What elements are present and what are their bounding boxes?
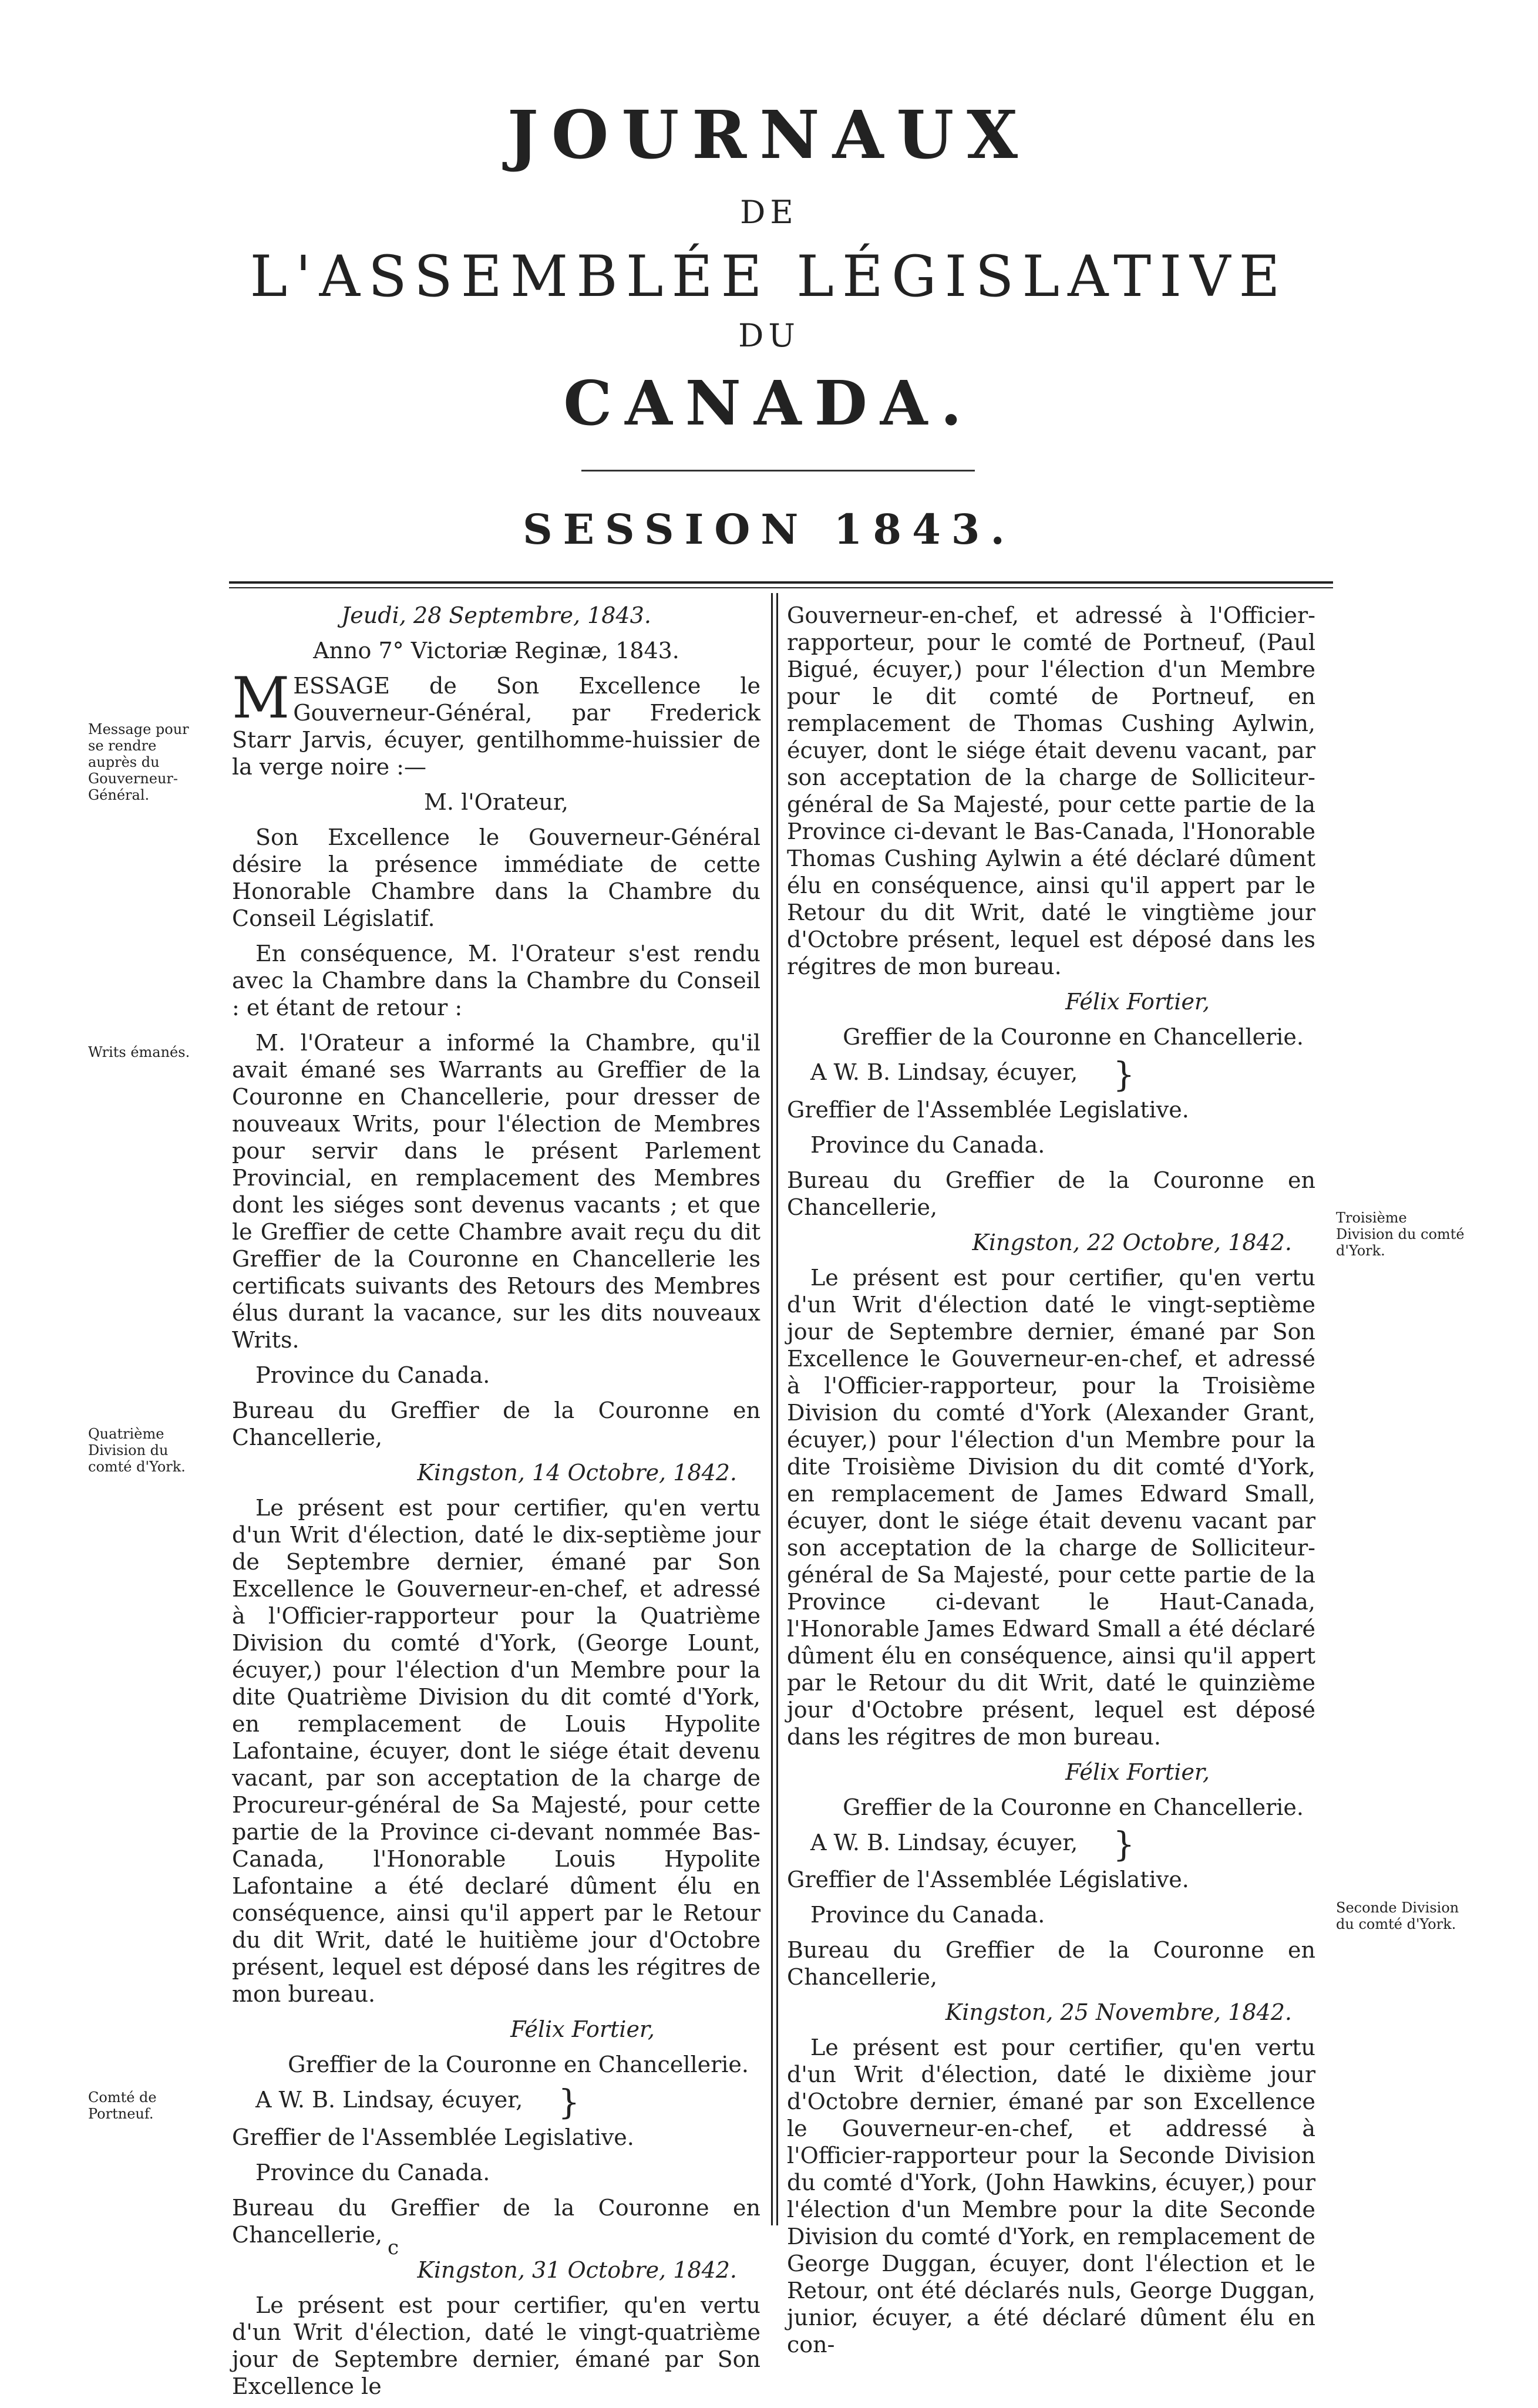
signature-title: Greffier de la Couronne en Chancellerie. [843,1024,1304,1050]
signature-title: Greffier de la Couronne en Chancellerie. [288,2052,749,2077]
recipient-name-text: A W. B. Lindsay, écuyer, [810,1829,1078,1855]
signature-mark: c [388,2236,399,2259]
recipient-name-text: A W. B. Lindsay, écuyer, [810,1059,1078,1085]
province-line: Province du Canada. [810,1131,1045,1158]
margin-note-message: Message pour se rendre auprès du Gouverneur-Général. [88,721,189,803]
paragraph-desire: Son Excellence le Gouverneur-Général désire la présence immédiate de cette Honorable Chambre dans la Chambre du Conseil Législatif. [232,824,760,931]
bureau-line: Bureau du Greffier de la Couronne en Chancellerie, [232,2194,760,2248]
continued-paragraph: Gouverneur-en-chef, et adressé à l'Officier-rapporteur, pour le comté de Portneuf, (Paul Bigué, écuyer,) pour l'élection d'un Membre pour le dit comté de Portneuf, en remplacement de Thomas Cushing Aylwin, écuyer, dont le siége était devenu vacant, par son acceptation de la charge de Solliciteur-général de Sa Majesté, pour cette partie de la Province ci-devant le Bas-Canada, l'Honorable Thomas Cushing Aylwin a été déclaré dûment élu en conséquence, ainsi qu'il appert par le Retour du dit Writ, daté le vingtième jour d'Octobre présent, lequel est déposé dans les régitres de mon bureau. [787,602,1315,979]
certificate-paragraph: Le présent est pour certifier, qu'en vertu d'un Writ d'élection, daté le vingt-quatrième jour de Septembre dernier, émané par Son Excellence le [232,2292,760,2399]
bureau-line: Bureau du Greffier de la Couronne en Chancellerie, [787,1167,1315,1220]
paragraph-consequence: En conséquence, M. l'Orateur s'est rendu avec la Chambre dans la Chambre du Conseil : et étant de retour : [232,941,760,1021]
column-left [232,602,760,2408]
title-du: DU [738,317,800,354]
province-line: Province du Canada. [810,1902,1045,1928]
signature-name: Félix Fortier, [1065,989,1210,1015]
bureau-line: Bureau du Greffier de la Couronne en Chancellerie, [232,1397,760,1450]
paragraph-informe: M. l'Orateur a informé la Chambre, qu'il avait émané ses Warrants au Greffier de la Couronne en Chancellerie, pour dresser de nouveaux Writs, pour l'élection de Membres pour servir dans le présent Parlement Provincial, en remplacement des Membres dont les siéges sont devenus vacants ; et que le Greffier de cette Chambre avait reçu du dit Greffier de la Couronne en Chancellerie les certificats suivants des Retours des Membres élus durant la vacance, sur les dits nouveaux Writs. [232,1030,760,1353]
margin-note-quatrieme: Quatrième Division du comté d'York. [88,1426,186,1475]
header-rule-thin [229,587,1333,588]
recipient-name [787,1054,1315,1094]
message-paragraph [232,665,760,780]
regnal-year: Anno 7° Victoriæ Reginæ, 1843. [313,638,679,664]
province-line: Province du Canada. [255,2159,490,2185]
ornament-rule [581,470,975,472]
signature-name: Félix Fortier, [1065,1759,1210,1785]
brace-glyph: } [1113,1054,1135,1094]
kingston-date: Kingston, 22 Octobre, 1842. [972,1229,1292,1255]
margin-note-writs: Writs émanés. [88,1044,190,1060]
country-title: CANADA. [563,367,975,439]
recipient-title: Greffier de l'Assemblée Legislative. [232,2124,634,2150]
session-title: SESSION 1843. [523,505,1015,554]
margin-note-troisieme: Troisième Division du comté d'York. [1336,1210,1465,1259]
signature-title: Greffier de la Couronne en Chancellerie. [843,1794,1304,1820]
address-orateur: M. l'Orateur, [424,789,568,815]
province-line: Province du Canada. [255,1362,490,1388]
signature-name: Félix Fortier, [510,2016,655,2042]
column-separator-second [776,593,778,2225]
recipient-name [232,2082,760,2122]
recipient-title: Greffier de l'Assemblée Législative. [787,1867,1189,1892]
bureau-line: Bureau du Greffier de la Couronne en Chancellerie, [787,1937,1315,1990]
recipient-name [787,1824,1315,1864]
column-right [787,602,1315,2366]
assembly-title: L'ASSEMBLÉE LÉGISLATIVE [250,244,1288,309]
certificate-paragraph: Le présent est pour certifier, qu'en vertu d'un Writ d'élection daté le vingt-septième jour de Septembre dernier, émané par Son Excellence le Gouverneur-en-chef, et adressé à l'Officier-rapporteur, pour la Troisième Division du comté d'York (Alexander Grant, écuyer,) pour l'élection d'un Membre pour la dite Troisième Division du dit comté d'York, en remplacement de James Edward Small, écuyer, dont le siége était devenu vacant par son acceptation de la charge de Solliciteur-général de Sa Majesté, pour cette partie de la Province ci-devant le Haut-Canada, l'Honorable James Edward Small a été déclaré dûment élu en conséquence, ainsi qu'il appert par le Retour du dit Writ, daté le quinzième jour d'Octobre présent, lequel est déposé dans les régitres de mon bureau. [787,1264,1315,1750]
recipient-title: Greffier de l'Assemblée Legislative. [787,1096,1189,1123]
column-separator [771,593,773,2225]
certificate-paragraph: Le présent est pour certifier, qu'en vertu d'un Writ d'élection, daté le dix-septième jour de Septembre dernier, émané par Son Excellence le Gouverneur-en-chef, et adressé à l'Officier-rapporteur pour la Quatrième Division du comté d'York, (George Lount, écuyer,) pour l'élection d'un Membre pour la dite Quatrième Division du dit comté d'York, en remplacement de Louis Hypolite Lafontaine, écuyer, dont le siége était devenu vacant, par son acceptation de la charge de Procureur-général de Sa Majesté, pour cette partie de la Province ci-devant nommée Bas-Canada, l'Honorable Louis Hypolite Lafontaine a été declaré dûment élu en conséquence, ainsi qu'il appert par le Retour du dit Writ, daté le huitième jour d'Octobre présent, lequel est déposé dans les régitres de mon bureau. [232,1495,760,2007]
margin-note-portneuf: Comté de Portneuf. [88,2089,157,2122]
drop-cap: M [232,665,290,731]
brace-glyph: } [558,2082,580,2122]
kingston-date: Kingston, 14 Octobre, 1842. [417,1460,737,1486]
sitting-date: Jeudi, 28 Septembre, 1843. [341,602,651,628]
journal-title: JOURNAUX [507,97,1031,174]
title-de: DE [740,194,798,231]
header-rule-thick [229,581,1333,584]
certificate-paragraph: Le présent est pour certifier, qu'en vertu d'un Writ d'élection, daté le dixième jour d'Octobre dernier, émané par son Excellence le Gouverneur-en-chef, et addressé à l'Officier-rapporteur pour la Seconde Division du comté d'York, (John Hawkins, écuyer,) pour l'élection d'un Membre pour la dite Seconde Division du comté d'York, en remplacement de George Duggan, écuyer, dont l'élection et le Retour, ont été déclarés nuls, George Duggan, junior, écuyer, a été déclaré dûment élu en con- [787,2035,1315,2358]
kingston-date: Kingston, 31 Octobre, 1842. [417,2257,737,2283]
message-text: ESSAGE de Son Excellence le Gouverneur-Général, par Frederick Starr Jarvis, écuyer, gentilhomme-huissier de la verge noire :— [232,673,760,780]
kingston-date: Kingston, 25 Novembre, 1842. [945,1999,1292,2025]
recipient-name-text: A W. B. Lindsay, écuyer, [255,2087,523,2113]
brace-glyph: } [1113,1824,1135,1864]
margin-note-seconde: Seconde Division du comté d'York. [1336,1900,1459,1932]
